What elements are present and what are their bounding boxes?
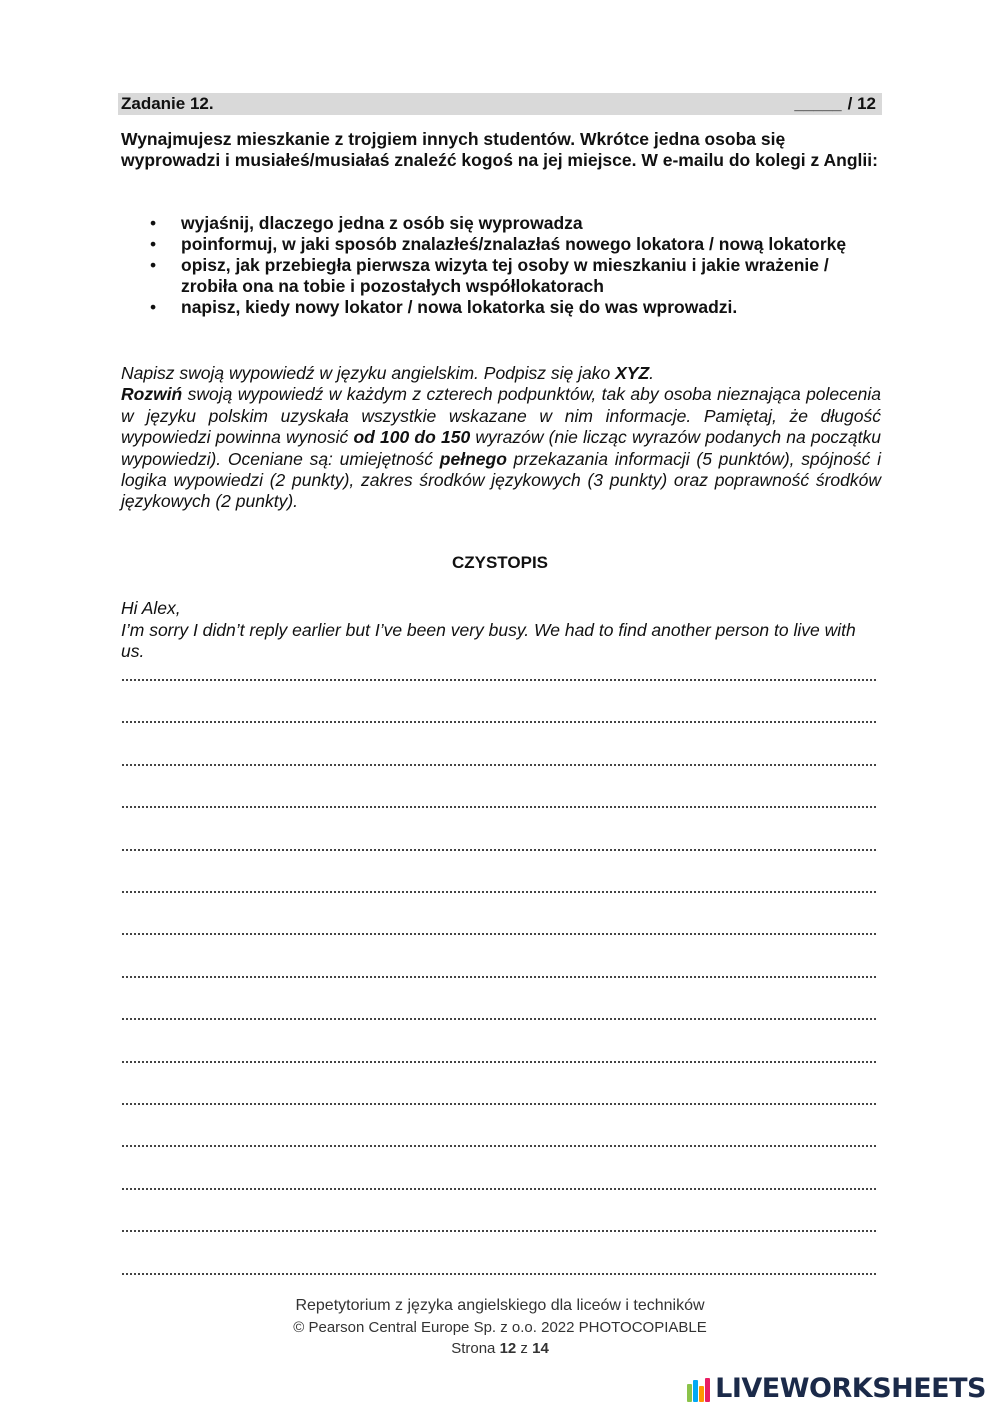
signature-code: XYZ bbox=[615, 363, 650, 383]
page-current: 12 bbox=[499, 1340, 517, 1357]
bullet-icon: • bbox=[150, 255, 157, 275]
answer-line[interactable] bbox=[122, 1273, 876, 1275]
answer-line[interactable] bbox=[122, 1103, 876, 1105]
score-box bbox=[794, 94, 876, 114]
answer-line[interactable] bbox=[122, 1188, 876, 1190]
task-header-bar bbox=[118, 93, 882, 115]
answer-line[interactable] bbox=[122, 679, 876, 681]
task-bullet-list bbox=[121, 213, 881, 318]
score-total: / 12 bbox=[847, 94, 876, 113]
rules-text: Napisz swoją wypowiedź w języku angielskim. Podpisz się jako bbox=[121, 363, 616, 383]
bullet-text: napisz, kiedy nowy lokator / nowa lokatorka się do was wprowadzi. bbox=[181, 297, 738, 317]
answer-line[interactable] bbox=[122, 764, 876, 766]
rules-text: swoją wypowiedź w każdym z czterech podpunktów, tak aby osoba nieznająca polecenia w języku polskim uzyskała wszystkie wskazane w nim informacje. Pamiętaj, że długość wypowiedzi powinna wynosić bbox=[121, 384, 881, 448]
task-label: Zadanie 12. bbox=[121, 94, 214, 113]
letter-opening bbox=[121, 598, 881, 663]
task-instruction: Wynajmujesz mieszkanie z trojgiem innych studentów. Wkrótce jedna osoba się wyprowadzi i musiałeś/musiałaś znaleźć kogoś na jej miejsce. W e-mailu do kolegi z Anglii: bbox=[121, 129, 878, 170]
rules-text: przekazania informacji (5 punktów), spójność i logika wypowiedzi (2 punkty), zakres środków językowych (3 punkty) oraz poprawność środków językowych (2 punkty). bbox=[121, 448, 881, 512]
liveworksheets-logo[interactable] bbox=[687, 1373, 986, 1404]
bullet-icon: • bbox=[150, 297, 157, 317]
letter-first-sentence: I’m sorry I didn’t reply earlier but I’ve been very busy. We had to find another person to live with us. bbox=[121, 619, 856, 661]
bullet-item bbox=[121, 234, 881, 255]
task-rules bbox=[121, 363, 881, 513]
answer-line[interactable] bbox=[122, 933, 876, 935]
rules-emphasis: Rozwiń bbox=[121, 384, 183, 405]
score-blank: _____ bbox=[794, 94, 842, 113]
logo-bar bbox=[693, 1380, 698, 1402]
page-total: 14 bbox=[532, 1340, 549, 1357]
answer-line[interactable] bbox=[122, 891, 876, 893]
footer-copyright: © Pearson Central Europe Sp. z o.o. 2022 PHOTOCOPIABLE bbox=[293, 1318, 707, 1336]
rules-paragraph bbox=[121, 384, 881, 512]
answer-line[interactable] bbox=[122, 1018, 876, 1020]
liveworksheets-icon bbox=[687, 1376, 711, 1402]
bullet-item bbox=[121, 213, 881, 234]
bullet-text: opisz, jak przebiegła pierwsza wizyta tej osoby w mieszkaniu i jakie wrażenie / zrobiła ona na tobie i pozostałych współlokatorach bbox=[181, 255, 829, 296]
bullet-item bbox=[121, 297, 881, 318]
answer-line[interactable] bbox=[122, 1230, 876, 1232]
page-prefix: Strona bbox=[451, 1340, 500, 1357]
rules-emphasis: od 100 do 150 bbox=[353, 427, 471, 448]
footer-title: Repetytorium z języka angielskiego dla liceów i techników bbox=[295, 1297, 705, 1314]
page-sep: z bbox=[516, 1340, 533, 1357]
bullet-text: wyjaśnij, dlaczego jedna z osób się wyprowadza bbox=[181, 213, 583, 233]
rules-signature-line bbox=[121, 363, 881, 384]
answer-line[interactable] bbox=[122, 976, 876, 978]
clean-copy-title: CZYSTOPIS bbox=[451, 553, 549, 572]
bullet-text: poinformuj, w jaki sposób znalazłeś/znalazłaś nowego lokatora / nową lokatorkę bbox=[181, 234, 847, 254]
bullet-icon: • bbox=[150, 213, 157, 233]
liveworksheets-wordmark: LIVEWORKSHEETS bbox=[715, 1373, 986, 1404]
answer-line[interactable] bbox=[122, 721, 876, 723]
bullet-icon: • bbox=[150, 234, 157, 254]
bullet-item bbox=[121, 255, 881, 297]
answer-line[interactable] bbox=[122, 1145, 876, 1147]
rules-text: wyrazów (nie licząc wyrazów podanych na początku wypowiedzi). Oceniane są: umiejętność bbox=[121, 427, 881, 469]
answer-line[interactable] bbox=[122, 849, 876, 851]
page-footer bbox=[0, 1295, 1000, 1360]
logo-bar bbox=[687, 1384, 692, 1402]
answer-line[interactable] bbox=[122, 1061, 876, 1063]
rules-text: . bbox=[649, 363, 655, 383]
letter-greeting: Hi Alex, bbox=[121, 598, 181, 618]
answer-line[interactable] bbox=[122, 806, 876, 808]
logo-bar bbox=[705, 1378, 710, 1402]
logo-bar bbox=[699, 1386, 704, 1402]
footer-page-number bbox=[0, 1338, 1000, 1360]
rules-emphasis: pełnego bbox=[439, 448, 507, 469]
